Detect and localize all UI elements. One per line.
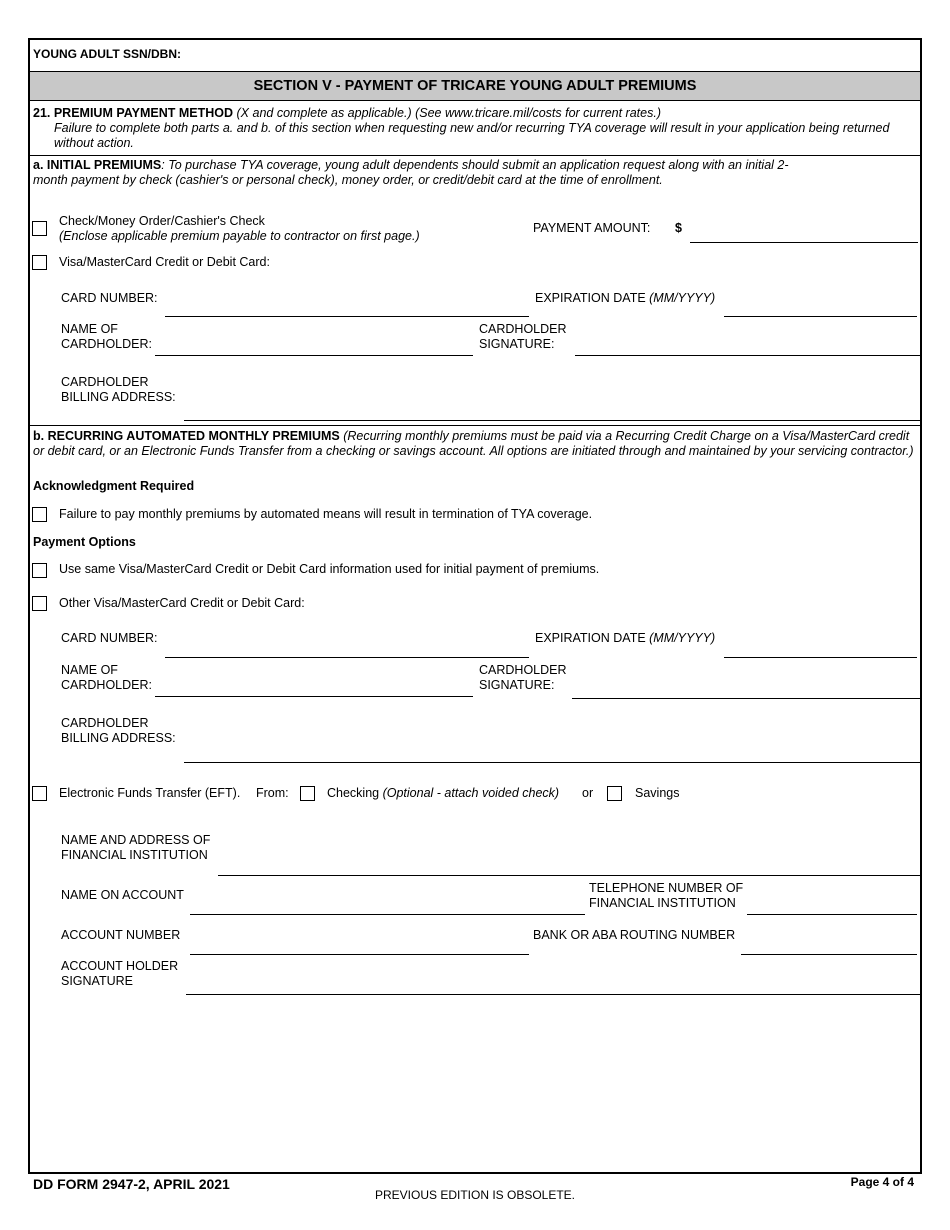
acknowledgment-heading: Acknowledgment Required [33, 479, 195, 493]
initial-premiums-desc-line2: month payment by check (cashier's or personal check), money order, or credit/debit card at the time of enrollment. [33, 173, 663, 187]
field-underline [184, 762, 920, 763]
field-underline [575, 355, 920, 356]
initial-expiration-field[interactable] [724, 295, 917, 315]
account-holder-signature-field[interactable] [186, 973, 920, 993]
field-underline [165, 657, 529, 658]
or-label: or [582, 786, 594, 800]
telephone-label: FINANCIAL INSTITUTION [589, 896, 736, 910]
cardholder-label: CARDHOLDER [61, 375, 149, 389]
initial-billing-address-field[interactable] [184, 400, 920, 420]
field-underline [155, 355, 473, 356]
payment-amount-label: PAYMENT AMOUNT: [533, 221, 651, 235]
field-underline [724, 657, 917, 658]
other-card-label: Other Visa/MasterCard Credit or Debit Card: [59, 596, 305, 610]
signature-label: SIGNATURE: [479, 337, 555, 351]
field-underline [184, 420, 920, 421]
expiration-date-label: EXPIRATION DATE (MM/YYYY) [535, 291, 716, 305]
billing-address-label: BILLING ADDRESS: [61, 390, 176, 404]
account-holder-signature-label: ACCOUNT HOLDER [61, 959, 179, 973]
check-money-order-label: Check/Money Order/Cashier's Check [59, 214, 265, 228]
telephone-label: TELEPHONE NUMBER OF [589, 881, 744, 895]
recurring-cardholder-signature-field[interactable] [572, 677, 920, 697]
field-underline [741, 954, 917, 955]
payment-options-heading: Payment Options [33, 535, 136, 549]
signature-label: SIGNATURE: [479, 678, 555, 692]
divider [28, 155, 922, 156]
financial-institution-field[interactable] [218, 854, 920, 874]
eft-checkbox[interactable] [32, 786, 47, 801]
field-underline [190, 914, 585, 915]
initial-cardholder-name-field[interactable] [155, 334, 473, 354]
young-adult-ssn-field[interactable] [200, 44, 900, 64]
card-number-label: CARD NUMBER: [61, 291, 158, 305]
account-holder-signature-label: SIGNATURE [61, 974, 133, 988]
cardholder-label: CARDHOLDER [61, 716, 149, 730]
cardholder-label: CARDHOLDER [479, 663, 567, 677]
field-underline [690, 242, 918, 243]
other-card-checkbox[interactable] [32, 596, 47, 611]
cardholder-label: CARDHOLDER: [61, 337, 152, 351]
field-underline [155, 696, 473, 697]
financial-institution-label: FINANCIAL INSTITUTION [61, 848, 208, 862]
account-number-field[interactable] [190, 933, 529, 953]
recurring-billing-address-field[interactable] [184, 742, 920, 762]
recurring-expiration-field[interactable] [724, 636, 917, 656]
name-of-label: NAME OF [61, 322, 118, 336]
field-underline [165, 316, 529, 317]
card-number-label: CARD NUMBER: [61, 631, 158, 645]
item21-instruction: (X and complete as applicable.) (See www.tricare.mil/costs for current rates.) [236, 106, 661, 120]
payment-amount-field[interactable] [690, 222, 918, 242]
recurring-premiums-heading [33, 429, 909, 444]
same-card-checkbox[interactable] [32, 563, 47, 578]
telephone-field[interactable] [747, 893, 917, 913]
expiration-date-label: EXPIRATION DATE (MM/YYYY) [535, 631, 716, 645]
young-adult-ssn-label: YOUNG ADULT SSN/DBN: [33, 47, 181, 61]
check-money-order-note: (Enclose applicable premium payable to contractor on first page.) [59, 229, 420, 243]
initial-premiums-title: a. INITIAL PREMIUMS [33, 158, 162, 172]
section-title: SECTION V - PAYMENT OF TRICARE YOUNG ADULT PREMIUMS [30, 72, 920, 100]
field-underline [186, 994, 920, 995]
checking-checkbox[interactable] [300, 786, 315, 801]
billing-address-label: BILLING ADDRESS: [61, 731, 176, 745]
same-card-label: Use same Visa/MasterCard Credit or Debit Card information used for initial payment of premiums. [59, 562, 600, 576]
checking-label: Checking (Optional - attach voided check) [327, 786, 560, 800]
item21-warning-line1: Failure to complete both parts a. and b. of this section when requesting new and/or recurring TYA coverage will result in your application being returned [54, 121, 890, 135]
obsolete-notice: PREVIOUS EDITION IS OBSOLETE. [374, 1188, 576, 1202]
routing-number-field[interactable] [741, 933, 917, 953]
field-underline [190, 954, 529, 955]
acknowledgment-checkbox[interactable] [32, 507, 47, 522]
cardholder-label: CARDHOLDER [479, 322, 567, 336]
recurring-premiums-title: b. RECURRING AUTOMATED MONTHLY PREMIUMS [33, 429, 340, 443]
initial-card-label: Visa/MasterCard Credit or Debit Card: [59, 255, 270, 269]
item21-warning-line2: without action. [54, 136, 134, 150]
name-on-account-label: NAME ON ACCOUNT [61, 888, 184, 902]
name-of-label: NAME OF [61, 663, 118, 677]
initial-cardholder-signature-field[interactable] [575, 334, 920, 354]
field-underline [747, 914, 917, 915]
form-id: DD FORM 2947-2, APRIL 2021 [33, 1176, 230, 1192]
recurring-premiums-desc: (Recurring monthly premiums must be paid via a Recurring Credit Charge on a Visa/MasterCard credit [339, 429, 910, 443]
recurring-cardholder-name-field[interactable] [155, 675, 473, 695]
recurring-card-number-field[interactable] [165, 636, 529, 656]
financial-institution-label: NAME AND ADDRESS OF [61, 833, 211, 847]
routing-number-label: BANK OR ABA ROUTING NUMBER [533, 928, 736, 942]
field-underline [572, 698, 920, 699]
item21-heading [33, 106, 661, 121]
recurring-premiums-desc-line2: or debit card, or an Electronic Funds Transfer from a checking or savings account. All options are initiated through and maintained by your servicing contractor.) [33, 444, 914, 458]
name-on-account-field[interactable] [190, 893, 585, 913]
savings-checkbox[interactable] [607, 786, 622, 801]
initial-card-checkbox[interactable] [32, 255, 47, 270]
check-money-order-checkbox[interactable] [32, 221, 47, 236]
initial-premiums-desc: : To purchase TYA coverage, young adult dependents should submit an application request along with an initial 2- [161, 158, 789, 172]
field-underline [218, 875, 920, 876]
dollar-sign: $ [675, 221, 682, 235]
field-underline [724, 316, 917, 317]
eft-label: Electronic Funds Transfer (EFT). [59, 786, 241, 800]
cardholder-label: CARDHOLDER: [61, 678, 152, 692]
page-number: Page 4 of 4 [850, 1175, 914, 1189]
savings-label: Savings [635, 786, 680, 800]
divider [28, 425, 922, 426]
item21-title: 21. PREMIUM PAYMENT METHOD [33, 106, 234, 120]
from-label: From: [256, 786, 289, 800]
initial-premiums-heading [33, 158, 789, 173]
initial-card-number-field[interactable] [165, 295, 529, 315]
divider [28, 100, 922, 101]
acknowledgment-text: Failure to pay monthly premiums by automated means will result in termination of TYA coverage. [59, 507, 593, 521]
account-number-label: ACCOUNT NUMBER [61, 928, 181, 942]
